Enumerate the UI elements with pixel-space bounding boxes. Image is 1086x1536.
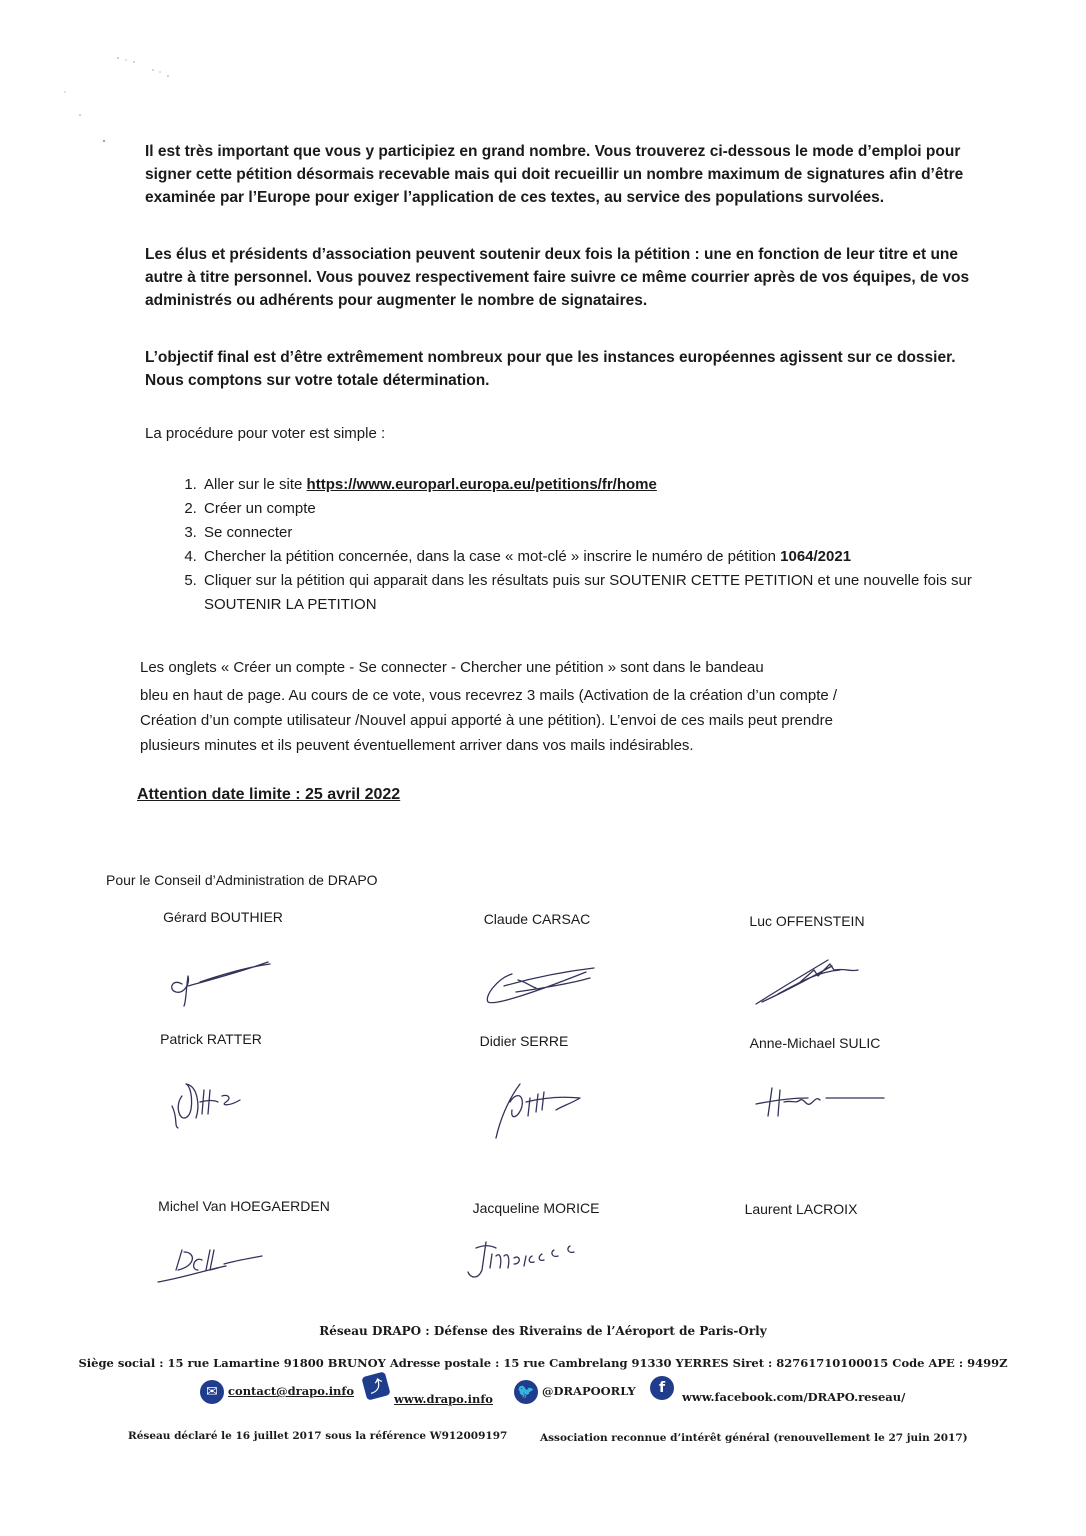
step-1 [201,473,1021,497]
signatory-name: Claude CARSAC [483,911,591,927]
petition-site-link[interactable]: https://www.europarl.europa.eu/petitions/fr/home [306,476,657,493]
step-1-text: Aller sur le site [204,476,307,493]
footer-website [364,1374,493,1406]
paragraph-objective: L’objectif final est d’être extrêmement nombreux pour que les instances européennes agissent sur ce dossier. Nous comptons sur votre totale détermination. [145,349,956,389]
paragraph-participation: Il est très important que vous y participiez en grand nombre. Vous trouverez ci-dessous le mode d’emploi pour signer cette pétition désormais recevable mais qui doit recueillir un nombre maximum de signatures afin d’être examinée par l’Europe pour exiger l’application de ces textes, au service des populations survolées. [145,143,964,206]
facebook-icon: f [650,1376,674,1400]
procedure-steps [168,473,1021,617]
scan-specks [0,0,200,160]
footer-declaration: Réseau déclaré le 16 juillet 2017 sous la référence W912009197 [128,1430,508,1442]
twitter-handle[interactable]: @DRAPOORLY [542,1384,636,1398]
facebook-link[interactable]: www.facebook.com/DRAPO.reseau/ [682,1390,906,1404]
procedure-intro: La procédure pour voter est simple : [145,425,386,442]
council-label: Pour le Conseil d’Administration de DRAPO [106,872,378,888]
signature-hoegaerden [148,1236,288,1316]
signatory-name: Laurent LACROIX [744,1201,858,1217]
step-2: 2. Créer un compte [201,497,1021,521]
notice-line-3: Création d’un compte utilisateur /Nouvel appui apporté à une pétition). L’envoi de ces mails peut prendre [140,712,833,729]
website-link[interactable]: www.drapo.info [394,1392,493,1406]
notice-line-2: bleu en haut de page. Au cours de ce vote, vous recevrez 3 mails (Activation de la création d’un compte / [140,687,838,704]
signatory-name: Jacqueline MORICE [472,1200,600,1216]
step-4 [201,545,1021,569]
twitter-icon: 🐦 [514,1380,538,1404]
step-4-text: Chercher la pétition concernée, dans la case « mot-clé » inscrire le numéro de pétition [204,548,781,565]
footer-general-interest: Association reconnue d’intérêt général (renouvellement le 27 juin 2017) [540,1432,968,1444]
signature-offenstein [748,950,888,1030]
footer-email [200,1380,354,1404]
signature-bouthier [160,946,300,1026]
footer-address: Siège social : 15 rue Lamartine 91800 BRUNOY Adresse postale : 15 rue Cambrelang 91330 YERRES Siret : 82761710100015 Code APE : 9499Z [78,1356,1008,1370]
signatory-name: Anne-Michael SULIC [749,1035,881,1051]
signature-morice [456,1228,596,1308]
notice-line-1: Les onglets « Créer un compte - Se connecter - Chercher une pétition » sont dans le bandeau [140,659,764,676]
email-icon: ✉ [200,1380,224,1404]
footer-twitter [514,1380,636,1404]
email-link[interactable]: contact@drapo.info [228,1384,355,1398]
notice-line-4: plusieurs minutes et ils peuvent éventuellement arriver dans vos mails indésirables. [140,737,694,754]
paragraph-elected-officials: Les élus et présidents d’association peuvent soutenir deux fois la pétition : une en fonction de leur titre et une autre à titre personnel. Vous pouvez respectivement faire suivre ce même courrier après de vos équipes, de vos administrés ou adhérents pour augmenter le nombre de signataires. [145,246,970,309]
footer-network-title: Réseau DRAPO : Défense des Riverains de l’Aéroport de Paris-Orly [319,1324,767,1338]
petition-number: 1064/2021 [780,548,852,565]
signature-carsac [476,948,616,1028]
signature-ratter [160,1066,300,1146]
footer-facebook [650,1376,906,1404]
signatory-name: Gérard BOUTHIER [163,909,283,925]
signatory-name: Patrick RATTER [160,1031,262,1047]
signatory-name: Michel Van HOEGAERDEN [158,1198,330,1214]
signatory-name: Luc OFFENSTEIN [749,913,865,929]
step-3: 3. Se connecter [201,521,1021,545]
signatory-name: Didier SERRE [479,1033,569,1049]
deadline-notice: Attention date limite : 25 avril 2022 [137,786,401,803]
step-5: 5. Cliquer sur la pétition qui apparait dans les résultats puis sur SOUTENIR CETTE PETITION et une nouvelle fois sur SOUTENIR LA PETITION [201,569,1021,617]
signature-serre [486,1072,626,1152]
website-icon: ⤴ [361,1371,390,1400]
signature-sulic [748,1070,888,1150]
